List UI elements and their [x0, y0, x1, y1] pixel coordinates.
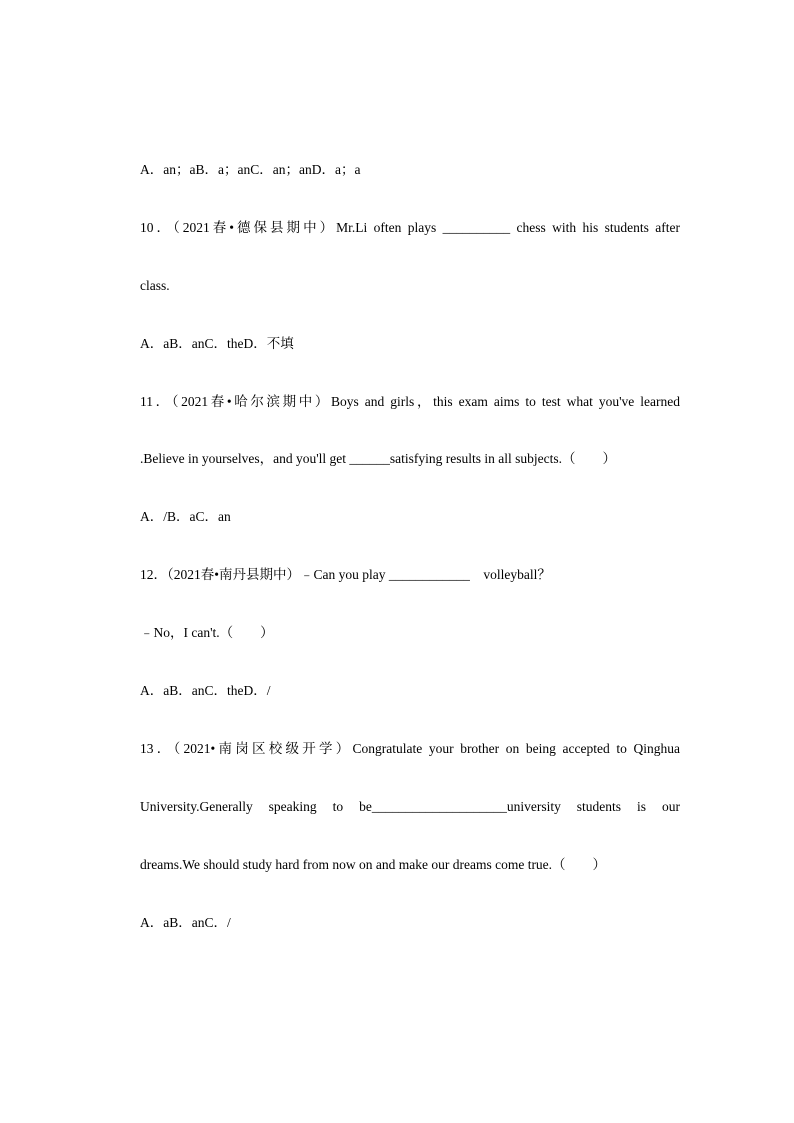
q13-stem-line2: University.Generally speaking to be____________________university students is our [140, 799, 680, 814]
q11-options: A．/B．aC．an [140, 509, 231, 524]
q12-options: A．aB．anC．theD．/ [140, 683, 271, 698]
q12-stem-line1: 12．（2021春•南丹县期中）﹣Can you play ____________ volleyball？ [140, 567, 551, 582]
q9-options: A．an；aB．a；anC．an；anD．a；a [140, 162, 361, 177]
q10-stem-line2: class. [140, 278, 170, 293]
q13-stem-line3: dreams.We should study hard from now on and make our dreams come true.（ ） [140, 857, 607, 872]
q11-stem-line1: 11．（2021春•哈尔滨期中）Boys and girls，this exam aims to test what you've learned [140, 394, 680, 409]
q11-stem-line2: .Believe in yourselves，and you'll get ______satisfying results in all subjects.（ ） [140, 451, 616, 466]
q13-options: A．aB．anC．/ [140, 915, 231, 930]
q10-options: A．aB．anC．theD．不填 [140, 336, 294, 351]
q13-stem-line1: 13．（2021•南岗区校级开学）Congratulate your brother on being accepted to Qinghua [140, 741, 680, 756]
q12-stem-line2: ﹣No，I can't.（ ） [140, 625, 274, 640]
q10-stem-line1: 10．（2021春•德保县期中）Mr.Li often plays __________ chess with his students after [140, 220, 680, 235]
